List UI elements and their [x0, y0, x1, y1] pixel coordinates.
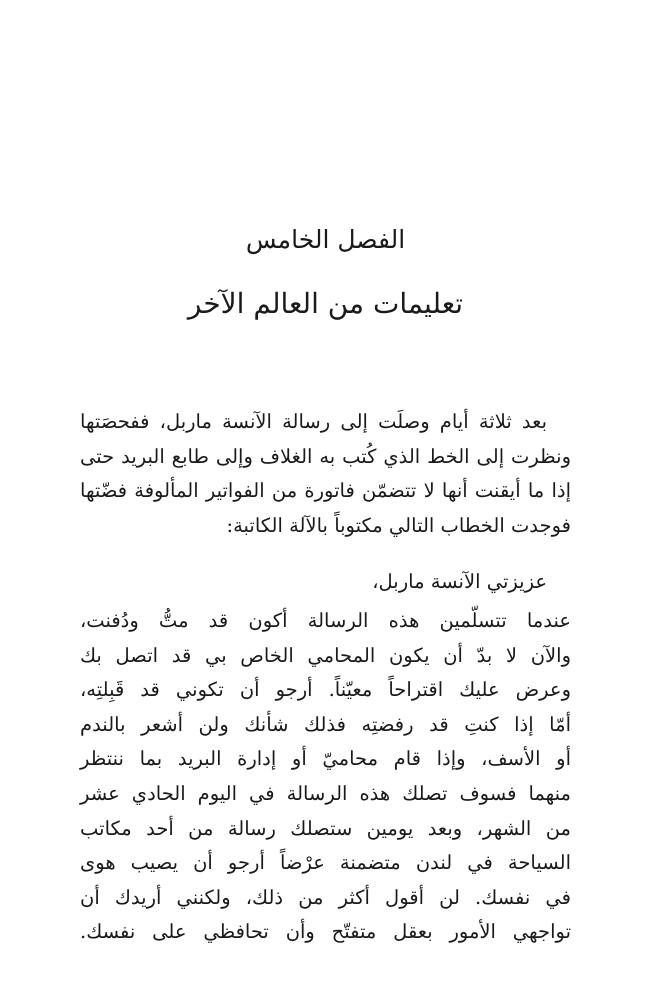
text-line: تواجهي الأمور بعقل متفتّح وأن تحافظي على نفسك. [80, 920, 571, 944]
text-line: أو الأسف، وإذا قام محاميّ أو إدارة البريد بما ننتظر [80, 747, 571, 771]
text-line: السياحة في لندن متضمنة عرْضاً أرجو أن يصيب هوى [80, 851, 571, 875]
chapter-title: تعليمات من العالم الآخر [187, 287, 464, 320]
text-line: فوجدت الخطاب التالي مكتوباً بالآلة الكاتبة: [226, 513, 571, 537]
letter-salutation: عزيزتي الآنسة ماربل، [372, 570, 547, 593]
text-line: في نفسك. لن أقول أكثر من ذلك، ولكنني أريدك أن [80, 885, 571, 909]
text-line: وعرض عليك اقتراحاً معيّناً. أرجو أن تكوني قد قَبِلتِه، [80, 678, 571, 702]
text-line: إذا ما أيقنت أنها لا تتضمّن فاتورة من الفواتير المألوفة فضّتها [80, 479, 571, 503]
text-line: عندما تتسلّمين هذه الرسالة أكون قد متُّ ودُفنت، [80, 609, 571, 632]
intro-paragraph [80, 405, 571, 543]
text-line: منهما فسوف تصلك هذه الرسالة في اليوم الحادي عشر [80, 781, 571, 805]
text-line: بعد ثلاثة أيام وصلَت إلى رسالة الآنسة ماربل، ففحصَتها [80, 410, 547, 433]
text-line: ونظرت إلى الخط الذي كُتب به الغلاف وإلى طابع البريد حتى [80, 444, 571, 468]
text-line: من الشهر، وبعد يومين ستصلك رسالة من أحد مكاتب [80, 816, 571, 840]
text-line: أمّا إذا كنتِ قد رفضتِه فذلك شأنك ولن أشعر بالندم [80, 712, 571, 736]
letter-body [80, 604, 571, 950]
chapter-label: الفصل الخامس [245, 225, 406, 254]
text-line: والآن لا بدّ أن يكون المحامي الخاص بي قد اتصل بك [80, 643, 571, 667]
